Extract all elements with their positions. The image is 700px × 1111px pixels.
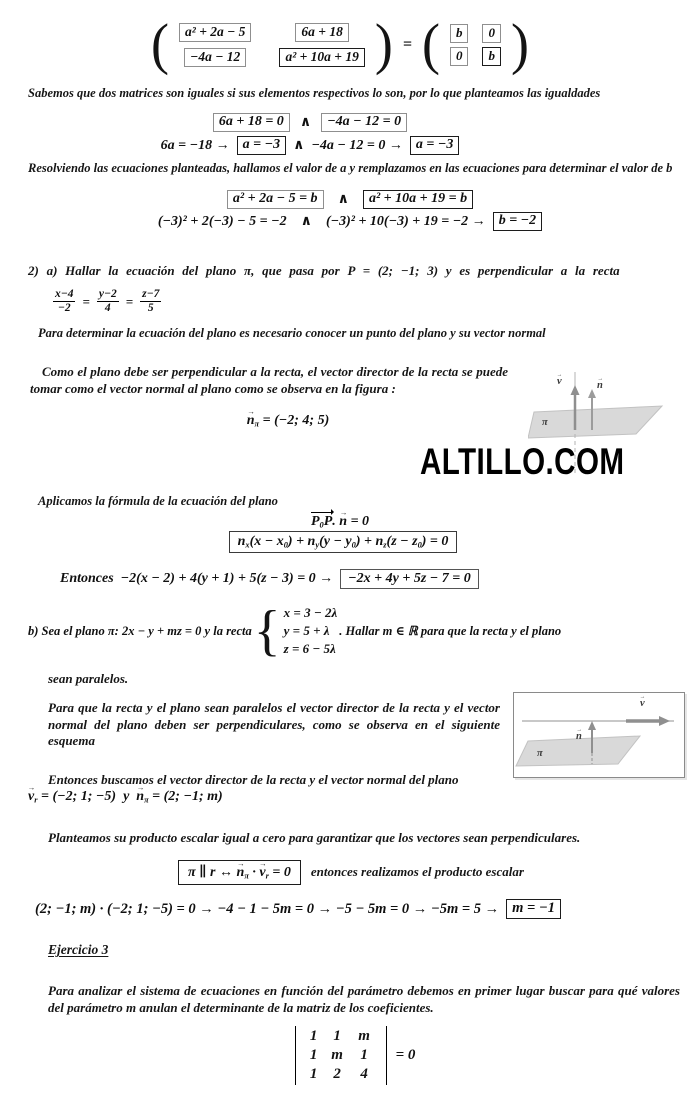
matrix-cell: b xyxy=(450,24,469,43)
det-cell: 1 xyxy=(333,1028,341,1044)
boxed-equation: a² + 2a − 5 = b xyxy=(227,190,324,209)
fraction-denominator: 5 xyxy=(147,302,154,315)
fraction-numerator: y−2 xyxy=(97,288,119,302)
paren-open-icon: ( xyxy=(151,12,170,76)
fraction-numerator: x−4 xyxy=(53,288,75,302)
boxed-result: b = −2 xyxy=(493,212,542,231)
exercise-2a-heading: 2) a) Hallar la ecuación del plano π, que pasa por P = (2; −1; 3) y es perpendicular a la recta xyxy=(28,263,620,278)
det-cell: 2 xyxy=(333,1066,341,1082)
matrix-cell: 0 xyxy=(450,47,469,66)
fraction-denominator: −2 xyxy=(57,302,71,315)
normal-vector-value: $n \to_\pi = (-2$; 4; 5) xyxy=(0,413,576,429)
matrix-lhs xyxy=(179,23,365,67)
dot-product-formula: $P_0P$. n → = 0 xyxy=(0,512,680,530)
statement-continuation: sean paralelos. xyxy=(48,671,129,686)
vector-n-label: n → xyxy=(576,732,582,743)
plane-pi-label: π xyxy=(537,748,543,759)
det-cell: 1 xyxy=(360,1047,368,1063)
det-cell: 1 xyxy=(309,1047,318,1063)
system-line: x = 3 − 2λ xyxy=(283,605,338,620)
matrix-cell: −4a − 12 xyxy=(184,48,246,67)
solve-line xyxy=(35,899,561,919)
equation-text: ∧ −4a − 12 = 0 → xyxy=(293,138,403,153)
plane-pi-label: π xyxy=(542,417,548,428)
parallel-diagram xyxy=(514,693,684,777)
det-cell: 1 xyxy=(309,1066,318,1082)
vector-v-label: v → xyxy=(557,377,562,388)
paren-open-icon: ( xyxy=(421,12,440,76)
matrix-cell: a² + 2a − 5 xyxy=(179,23,251,42)
altillo-watermark: ALTILLO.COM xyxy=(420,441,625,482)
matrix-cell: b xyxy=(482,47,501,66)
equals-sign: = xyxy=(82,293,90,309)
determinant-equals: = 0 xyxy=(395,1047,416,1063)
det-cell: 1 xyxy=(309,1028,318,1044)
entonces-line xyxy=(60,569,479,589)
paragraph-ex3-intro: Para analizar el sistema de ecuaciones en función del parámetro debemos en primer lugar buscar para qué valores del parámetro m anulan el determinante de la matriz de los coeficientes. xyxy=(48,983,680,1015)
det-cell: 4 xyxy=(360,1066,368,1082)
det-cell: m xyxy=(331,1047,343,1063)
boxed-equation: a² + 10a + 19 = b xyxy=(363,190,473,209)
paragraph-dot-product: Planteamos su producto escalar igual a cero para garantizar que los vectores sean perpendiculares. xyxy=(48,830,581,845)
det-cell: m xyxy=(358,1028,370,1044)
equation-line-3 xyxy=(0,190,700,209)
equals-sign: = xyxy=(402,35,412,53)
matrix-equation xyxy=(0,12,680,76)
matrix-rhs xyxy=(450,24,501,66)
boxed-result: a = −3 xyxy=(410,136,459,155)
determinant-matrix xyxy=(295,1026,387,1085)
vectors-values-line: $v \to_r = (-2$; 1; −5) y $n \to_\pi = (2$; −1; m) xyxy=(28,789,223,805)
boxed-result: m = −1 xyxy=(506,899,561,919)
equation-text: Entonces −2(x − 2) + 4(y + 1) + 5(z − 3) = 0 → xyxy=(60,571,334,586)
equation-text: 6a = −18 → xyxy=(160,137,230,153)
matrix-cell: 0 xyxy=(482,24,501,43)
boxed-result: a = −3 xyxy=(237,136,286,155)
equation-line-4 xyxy=(0,212,700,231)
line-equation-fractions xyxy=(50,288,164,315)
paragraph-parallel: Para que la recta y el plano sean paralelos el vector director de la recta y el vector normal del plano deben ser perpendiculares, como se observa en el siguiente esquema xyxy=(48,700,500,749)
brace-icon: { xyxy=(253,599,281,662)
vector-n-label: n → xyxy=(597,381,603,392)
equals-sign: = xyxy=(125,293,134,309)
boxed-equation: −4a − 12 = 0 xyxy=(321,113,407,132)
statement-left: b) Sea el plano π: 2x − y + mz = 0 y la recta xyxy=(28,623,252,638)
vector-v-label: v → xyxy=(640,699,645,710)
paragraph-apply-formula: Aplicamos la fórmula de la ecuación del plano xyxy=(38,494,278,508)
paragraph-need-point-normal: Para determinar la ecuación del plano es necesario conocer un punto del plano y su vector normal xyxy=(38,326,546,340)
exercise-2b-statement xyxy=(28,599,694,662)
equation-line-1 xyxy=(0,113,620,132)
paren-close-icon: ) xyxy=(510,12,529,76)
parametric-system xyxy=(253,599,338,662)
equation-text: (2; −1; m) · (−2; 1; −5) = 0 → −4 − 1 − 5m = 0 → −5 − 5m = 0 → −5m = 5 → xyxy=(35,900,500,917)
boxed-plane-formula: $n_x(x - x_0) + n_y(y - y_0) + n_z(z - z_0) = 0$ xyxy=(229,531,458,553)
and-symbol: ∧ xyxy=(337,192,349,207)
matrix-cell: a² + 10a + 19 xyxy=(279,48,364,67)
system-line: y = 5 + λ xyxy=(283,623,330,638)
paragraph-solving: Resolviendo las ecuaciones planteadas, hallamos el valor de a y remplazamos en las ecuaciones para determinar el valor de b xyxy=(28,161,673,175)
fraction xyxy=(97,288,119,315)
statement-right: . Hallar m ∈ ℝ para que la recta y el plano xyxy=(339,624,562,638)
paragraph-perpendicular: Como el plano debe ser perpendicular a la recta, el vector director de la recta se puede tomar como el vector normal al plano como se observa en la figura : xyxy=(30,364,508,396)
condition-after-text: entonces realizamos el producto escalar xyxy=(310,864,524,880)
paragraph-equal-matrices: Sabemos que dos matrices son iguales si sus elementos respectivos lo son, por lo que planteamos las igualdades xyxy=(28,86,601,100)
paren-close-icon: ) xyxy=(374,12,393,76)
equation-text: (−3)² + 2(−3) − 5 = −2 ∧ (−3)² + 10(−3) + 19 = −2 → xyxy=(157,214,486,229)
fraction-denominator: 4 xyxy=(104,302,111,315)
fraction xyxy=(53,288,75,315)
and-symbol: ∧ xyxy=(299,115,312,130)
condition-line xyxy=(178,860,524,885)
matrix-cell: 6a + 18 xyxy=(295,23,348,42)
plane-formula-row xyxy=(0,531,686,553)
system-line: z = 6 − 5λ xyxy=(283,641,336,656)
boxed-equation: 6a + 18 = 0 xyxy=(213,113,290,132)
exercise-3-title: Ejercicio 3 xyxy=(48,942,109,957)
boxed-condition: π ∥ r ↔ $n \to_\pi \cdot v \to_r = 0$ xyxy=(178,860,301,885)
paragraph-find-vectors: Entonces buscamos el vector director de la recta y el vector normal del plano xyxy=(48,772,459,787)
fraction-numerator: z−7 xyxy=(140,288,161,302)
boxed-result: −2x + 4y + 5z − 7 = 0 xyxy=(340,569,479,589)
determinant-equation xyxy=(0,1026,700,1085)
figure-parallel-schema xyxy=(513,692,685,778)
equation-line-2 xyxy=(0,136,620,155)
fraction xyxy=(140,288,161,315)
